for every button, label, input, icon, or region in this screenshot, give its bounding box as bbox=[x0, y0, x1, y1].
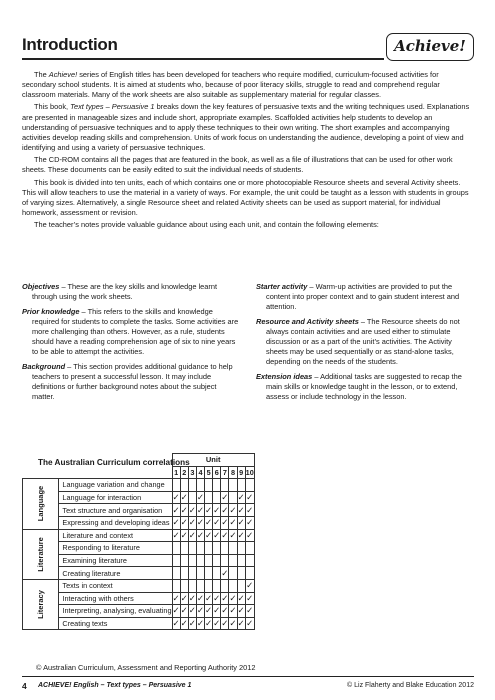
empty-cell bbox=[213, 542, 221, 555]
check-mark-cell: ✓ bbox=[221, 618, 229, 629]
check-mark-cell: ✓ bbox=[196, 529, 205, 540]
check-mark-cell: ✓ bbox=[172, 529, 180, 540]
note-text: – This refers to the skills and knowledge required for students to complete the tasks. Some activities are more challenging than others. However, as a rule, students should have a reading comprehension age of six to nine years to be able to attempt the activities. bbox=[32, 306, 239, 357]
check-mark-cell: ✓ bbox=[196, 618, 205, 629]
check-mark-cell: ✓ bbox=[237, 492, 245, 503]
empty-cell bbox=[221, 579, 229, 592]
empty-cell bbox=[237, 542, 245, 555]
notes-right-column bbox=[256, 282, 474, 407]
note-text: – These are the key skills and knowledge learnt through using the work sheets. bbox=[32, 282, 218, 302]
empty-cell bbox=[221, 554, 229, 567]
check-mark-cell: ✓ bbox=[221, 567, 229, 578]
empty-cell bbox=[245, 567, 254, 580]
note-term: Background bbox=[22, 361, 66, 371]
check-mark-cell: ✓ bbox=[205, 592, 213, 603]
sub-strand-label: Interpreting, analysing, evaluating bbox=[59, 605, 172, 618]
empty-cell bbox=[196, 542, 204, 555]
strand-label-cell bbox=[23, 479, 59, 529]
check-mark-cell: ✓ bbox=[180, 529, 188, 540]
check-mark-cell: ✓ bbox=[246, 580, 254, 591]
empty-cell bbox=[188, 567, 196, 580]
empty-cell bbox=[245, 554, 254, 567]
check-mark-cell: ✓ bbox=[246, 492, 254, 503]
empty-cell bbox=[172, 567, 180, 580]
sub-strand-label: Responding to literature bbox=[59, 542, 172, 555]
unit-number: 5 bbox=[205, 466, 213, 479]
series-name: Achieve! bbox=[48, 70, 78, 79]
check-mark-cell: ✓ bbox=[180, 492, 188, 503]
check-mark-cell: ✓ bbox=[196, 504, 205, 515]
acara-copyright: © Australian Curriculum, Assessment and Reporting Authority 2012 bbox=[36, 663, 256, 672]
intro-paragraph-4: This book is divided into ten units, each of which contains one or more photocopiable Resource sheets and several Activity sheets. This will allow teachers to use the material in a variety of ways. For example, the unit could be taught as a lesson with students in groups of varying sizes. Alternatively, a single Resource sheet and related Activity sheets can be used as support material, for individual homework, assessment or revision. bbox=[22, 177, 469, 217]
curriculum-row bbox=[23, 529, 255, 542]
check-mark-cell: ✓ bbox=[246, 529, 254, 540]
empty-cell bbox=[196, 554, 204, 567]
note-text: – Additional tasks are suggested to recap the main skills or knowledge taught in the lesson, or to extend, assess or include technology in the lesson. bbox=[266, 371, 462, 401]
sub-strand-label: Language for interaction bbox=[59, 491, 172, 504]
empty-cell bbox=[245, 479, 254, 492]
check-mark-cell: ✓ bbox=[246, 605, 254, 616]
empty-cell bbox=[229, 579, 237, 592]
intro-paragraph-2 bbox=[22, 102, 474, 152]
check-mark-cell: ✓ bbox=[205, 529, 213, 540]
check-mark-cell: ✓ bbox=[246, 618, 254, 629]
check-mark-cell: ✓ bbox=[205, 605, 213, 616]
check-mark-cell: ✓ bbox=[180, 605, 188, 616]
empty-cell bbox=[213, 479, 221, 492]
check-mark-cell: ✓ bbox=[213, 605, 221, 616]
page-number: 4 bbox=[22, 681, 27, 691]
check-mark-cell: ✓ bbox=[188, 592, 196, 603]
check-mark-cell: ✓ bbox=[229, 592, 237, 603]
empty-cell bbox=[188, 554, 196, 567]
check-mark-cell: ✓ bbox=[196, 605, 205, 616]
empty-cell bbox=[188, 479, 196, 492]
empty-cell bbox=[172, 542, 180, 555]
note-term: Prior knowledge bbox=[22, 306, 80, 316]
note-text: – The Resource sheets do not always contain activities and are used either to stimulate discussion or as a part of the unit’s activities. The Activity sheets may be used sequentially or as stand-alone tasks, depending on the needs of the students. bbox=[266, 316, 460, 367]
intro-paragraph-5: The teacher’s notes provide valuable guidance about using each unit, and contain the following elements: bbox=[34, 220, 379, 230]
empty-cell bbox=[196, 479, 204, 492]
header-rule bbox=[22, 58, 384, 60]
unit-number: 2 bbox=[180, 466, 188, 479]
footer-copyright: © Liz Flaherty and Blake Education 2012 bbox=[347, 682, 474, 689]
check-mark-cell: ✓ bbox=[221, 504, 229, 515]
check-mark-cell: ✓ bbox=[221, 605, 229, 616]
empty-cell bbox=[229, 542, 237, 555]
achieve-logo: Achieve! bbox=[386, 33, 474, 61]
check-mark-cell: ✓ bbox=[213, 618, 221, 629]
intro-paragraph-1 bbox=[22, 70, 474, 100]
check-mark-cell: ✓ bbox=[196, 592, 205, 603]
page-title: Introduction bbox=[22, 35, 118, 54]
check-mark-cell: ✓ bbox=[188, 504, 196, 515]
empty-cell bbox=[180, 542, 188, 555]
check-mark-cell: ✓ bbox=[213, 504, 221, 515]
check-mark-cell: ✓ bbox=[188, 618, 196, 629]
sub-strand-label: Texts in context bbox=[59, 579, 172, 592]
check-mark-cell: ✓ bbox=[246, 504, 254, 515]
check-mark-cell: ✓ bbox=[246, 592, 254, 603]
empty-cell bbox=[196, 567, 204, 580]
check-mark-cell: ✓ bbox=[188, 517, 196, 528]
check-mark-cell: ✓ bbox=[221, 492, 229, 503]
unit-number: 7 bbox=[221, 466, 229, 479]
empty-cell bbox=[245, 542, 254, 555]
note-term: Objectives bbox=[22, 282, 60, 291]
note-term: Starter activity bbox=[256, 282, 308, 291]
note-element bbox=[22, 282, 240, 302]
text: series of English titles has been developed for teachers who require modified, curriculum-focused activities for secondary school students. It is aimed at students who, because of poor literacy skills, struggle to read and comprehend regular classroom materials. Many of the work sheets are also suitable as supplementary material for regular classes. bbox=[22, 70, 440, 100]
empty-cell bbox=[205, 579, 213, 592]
empty-cell bbox=[213, 567, 221, 580]
empty-cell bbox=[237, 579, 245, 592]
unit-number: 8 bbox=[229, 466, 237, 479]
curriculum-row bbox=[23, 579, 255, 592]
empty-cell bbox=[188, 579, 196, 592]
check-mark-cell: ✓ bbox=[172, 605, 180, 616]
empty-cell bbox=[213, 554, 221, 567]
check-mark-cell: ✓ bbox=[237, 592, 245, 603]
check-mark-cell: ✓ bbox=[196, 492, 205, 503]
empty-cell bbox=[196, 579, 204, 592]
empty-cell bbox=[172, 579, 180, 592]
check-mark-cell: ✓ bbox=[180, 504, 188, 515]
check-mark-cell: ✓ bbox=[205, 504, 213, 515]
curriculum-title: The Australian Curriculum correlations bbox=[38, 458, 190, 467]
intro-paragraph-3: The CD-ROM contains all the pages that are featured in the book, as well as a file of illustrations that can be used for other work sheets. These documents can be easily edited to suit the individual needs of students. bbox=[22, 155, 453, 175]
sub-strand-label: Literature and context bbox=[59, 529, 172, 542]
check-mark-cell: ✓ bbox=[229, 605, 237, 616]
text: breaks down the key features of persuasive texts and the writing techniques used. Explanations are presented in manageable sizes and include short, appropriate examples. Scaffolded activities help students to develop an understanding of persuasive techniques and to apply these techniques to their own writing. The short examples and accompanying activities develop reading skills and comprehension. Units of work focus on understanding the audience, developing a point of view and identifying and using a variety of persuasive techniques. bbox=[22, 102, 470, 152]
check-mark-cell: ✓ bbox=[237, 618, 245, 629]
empty-cell bbox=[229, 479, 237, 492]
empty-cell bbox=[188, 491, 196, 504]
note-element bbox=[22, 307, 240, 357]
check-mark-cell: ✓ bbox=[172, 592, 180, 603]
check-mark-cell: ✓ bbox=[180, 618, 188, 629]
strand-label: Language bbox=[36, 486, 46, 522]
strand-label: Literature bbox=[36, 536, 46, 572]
note-element bbox=[256, 372, 474, 402]
check-mark-cell: ✓ bbox=[172, 618, 180, 629]
check-mark-cell: ✓ bbox=[213, 529, 221, 540]
check-mark-cell: ✓ bbox=[188, 605, 196, 616]
check-mark-cell: ✓ bbox=[213, 592, 221, 603]
empty-cell bbox=[180, 579, 188, 592]
empty-cell bbox=[205, 542, 213, 555]
check-mark-cell: ✓ bbox=[172, 504, 180, 515]
empty-cell bbox=[172, 554, 180, 567]
empty-cell bbox=[221, 542, 229, 555]
sub-strand-label: Language variation and change bbox=[59, 479, 172, 492]
check-mark-cell: ✓ bbox=[237, 517, 245, 528]
unit-number: 6 bbox=[213, 466, 221, 479]
empty-cell bbox=[205, 554, 213, 567]
check-mark-cell: ✓ bbox=[229, 529, 237, 540]
unit-number: 1 bbox=[172, 466, 180, 479]
note-element bbox=[256, 282, 474, 312]
check-mark-cell: ✓ bbox=[205, 517, 213, 528]
empty-cell bbox=[229, 554, 237, 567]
check-mark-cell: ✓ bbox=[237, 605, 245, 616]
empty-cell bbox=[205, 479, 213, 492]
empty-cell bbox=[180, 479, 188, 492]
empty-cell bbox=[229, 567, 237, 580]
empty-cell bbox=[237, 479, 245, 492]
curriculum-table bbox=[22, 453, 255, 630]
empty-cell bbox=[180, 554, 188, 567]
check-mark-cell: ✓ bbox=[229, 618, 237, 629]
check-mark-cell: ✓ bbox=[229, 504, 237, 515]
empty-cell bbox=[188, 542, 196, 555]
unit-header: Unit bbox=[172, 454, 254, 467]
check-mark-cell: ✓ bbox=[180, 592, 188, 603]
unit-number: 9 bbox=[237, 466, 245, 479]
check-mark-cell: ✓ bbox=[221, 592, 229, 603]
check-mark-cell: ✓ bbox=[221, 529, 229, 540]
sub-strand-label: Text structure and organisation bbox=[59, 504, 172, 517]
unit-number: 3 bbox=[188, 466, 196, 479]
check-mark-cell: ✓ bbox=[172, 517, 180, 528]
sub-strand-label: Creating literature bbox=[59, 567, 172, 580]
intro-text bbox=[22, 70, 474, 232]
note-element bbox=[22, 362, 240, 402]
strand-label: Literacy bbox=[36, 590, 46, 620]
check-mark-cell: ✓ bbox=[237, 504, 245, 515]
note-text: – Warm-up activities are provided to put the content into proper context and to gain student interest and attention. bbox=[266, 282, 460, 312]
note-term: Extension ideas bbox=[256, 371, 313, 381]
check-mark-cell: ✓ bbox=[196, 517, 205, 528]
page-header bbox=[22, 33, 474, 65]
footer-book-title: ACHIEVE! English – Text types – Persuasive 1 bbox=[38, 682, 192, 689]
sub-strand-label: Expressing and developing ideas bbox=[59, 516, 172, 529]
check-mark-cell: ✓ bbox=[246, 517, 254, 528]
strand-label-cell bbox=[23, 579, 59, 629]
sub-strand-label: Examining literature bbox=[59, 554, 172, 567]
curriculum-row bbox=[23, 479, 255, 492]
check-mark-cell: ✓ bbox=[229, 517, 237, 528]
empty-cell bbox=[237, 567, 245, 580]
empty-cell bbox=[213, 491, 221, 504]
check-mark-cell: ✓ bbox=[221, 517, 229, 528]
strand-label-cell bbox=[23, 529, 59, 579]
sub-strand-label: Interacting with others bbox=[59, 592, 172, 605]
empty-cell bbox=[205, 491, 213, 504]
empty-cell bbox=[172, 479, 180, 492]
unit-number: 10 bbox=[245, 467, 254, 477]
empty-cell bbox=[213, 579, 221, 592]
sub-strand-label: Creating texts bbox=[59, 617, 172, 630]
check-mark-cell: ✓ bbox=[237, 529, 245, 540]
note-text: – This section provides additional guidance to help teachers to present a successful lesson. It may include definitions or further background notes about the subject matter. bbox=[32, 361, 233, 401]
check-mark-cell: ✓ bbox=[205, 618, 213, 629]
book-name: Text types – Persuasive 1 bbox=[70, 102, 155, 112]
empty-cell bbox=[229, 491, 237, 504]
empty-cell bbox=[237, 554, 245, 567]
check-mark-cell: ✓ bbox=[172, 492, 180, 503]
notes-left-column bbox=[22, 282, 240, 407]
text: The bbox=[34, 70, 49, 79]
empty-cell bbox=[221, 479, 229, 492]
check-mark-cell: ✓ bbox=[188, 529, 196, 540]
note-element bbox=[256, 317, 474, 367]
empty-cell bbox=[180, 567, 188, 580]
unit-number: 4 bbox=[196, 466, 204, 479]
empty-cell bbox=[205, 567, 213, 580]
check-mark-cell: ✓ bbox=[180, 517, 188, 528]
page-footer bbox=[22, 676, 474, 694]
check-mark-cell: ✓ bbox=[213, 517, 221, 528]
text: This book, bbox=[34, 102, 71, 112]
note-term: Resource and Activity sheets bbox=[256, 316, 359, 326]
